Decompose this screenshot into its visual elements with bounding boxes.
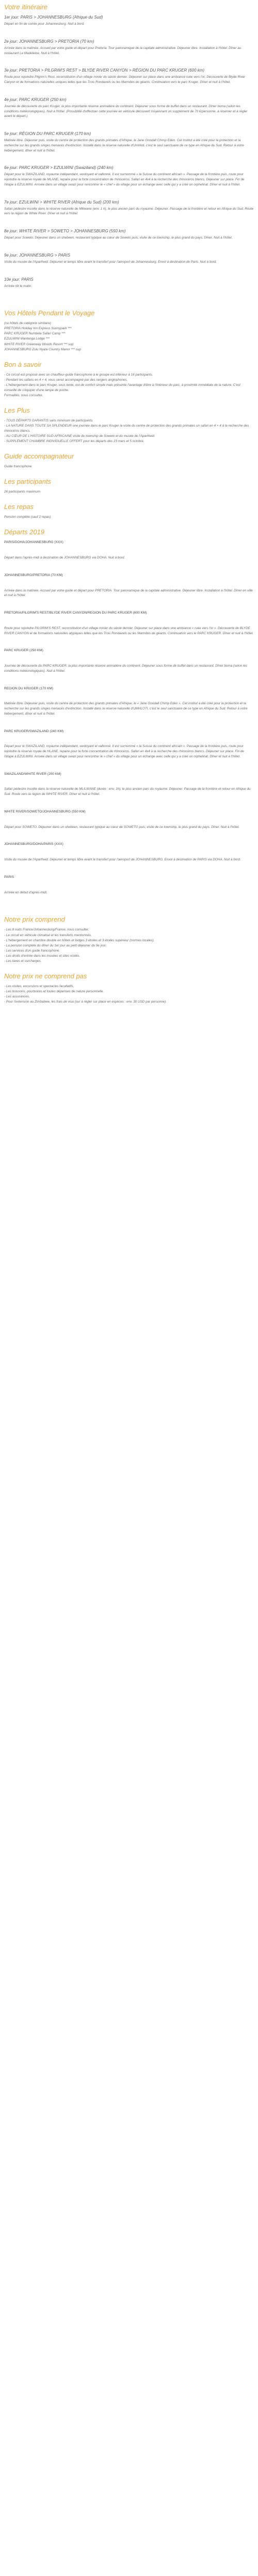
route-step-title: JOHANNESBURG/PRETORIA (70 KM) (4, 573, 63, 577)
day-text: Route pour rejoindre Pilgrim's Rest, reconstitution d'un village minier du siècle dernier. Déjeuner sur place dans une ambiance ruée vers l'or. Découverte de Blyde River Canyon et de formations naturelles uniques telles que les Trois Rondavels ou les Marmites de géants. Continuation vers le parc Kruger. Dîner et nuit à l'hôtel. (4, 75, 246, 84)
day-text: Départ en fin de soirée pour Johannesburg. Nuit à bord. (4, 22, 85, 26)
comprend-item: - Les taxes et surcharges. (4, 959, 42, 963)
itinerary-days (4, 15, 254, 301)
day-spacer (4, 291, 254, 301)
les-plus-item: - AU CŒUR DE L'HISTOIRE SUD-AFRICAINE visite du township de Soweto et du musée de l'Apartheid. (4, 434, 155, 438)
guide-title: Guide accompagnateur (4, 452, 74, 461)
route-gap (4, 776, 254, 787)
participants-text: 26 participants maximum (4, 490, 40, 494)
day-block (4, 253, 254, 277)
ne-comprend-pas-title: Notre prix ne comprend pas (4, 972, 87, 980)
day-spacer (4, 190, 254, 200)
comprend-title: Notre prix comprend (4, 916, 65, 924)
route-step-text: Route pour rejoindre PILGRIM'S REST, reconstitution d'un village minier du siècle dernier. Déjeuner sur place dans une ambiance « ruée vers l'or ». Découverte de BLYDE RIVER CANYON et de formations naturelles atypiques telles que les Trois Rondavels ou les Marmites de géants. Continuation vers le PARC KRUGER. Dîner et nuit à l'hôtel. (4, 626, 253, 635)
les-plus-item: - TOUS DÉPARTS GARANTIS sans minimum de participants. (4, 418, 93, 422)
hotels-intro: (ou hôtels de catégorie similaire) (4, 321, 51, 326)
route-step-text: Matinée libre. Déjeuner puis, visite du centre de protection des grands primates d'Afrique, le « Jane Goodall Chimp Eden ». Cet institut a été créé pour la protection et la recherche sur les grands singes menacés d'extinction. Installé dans la réserve naturelle d'UMHLOTI, c'est le seul sanctuaire de ce type en Afrique du Sud. Retour à votre hébergement, dîner et nuit à l'hôtel. (4, 702, 248, 716)
route-step-text: Arrivée dans la matinée. Accueil par votre guide et départ pour PRETORIA. Tour panoramique de la capitale administrative. Déjeuner libre. Installation à l'hôtel. Dîner en ville et nuit à l'hôtel. (4, 588, 253, 598)
route-spacer (4, 865, 254, 875)
les-plus-title: Les Plus (4, 406, 30, 414)
comprend-item: - Les droits d'entrée dans les musées et sites visités. (4, 954, 80, 958)
day-spacer (4, 87, 254, 97)
day-text: Départ pour le SWAZILAND, royaume indépendant, verdoyant et vallonné. Il est surnommé « la Suisse du continent africain ». Passage de la frontière puis, route pour rejoindre la réserve royale de MLANE, repaire pour la forte concentration de rhinocéros. Safari en 4x4 à la recherche des rhinocéros blancs. Déjeuner sur place. Fin de l'étape à EZULWINI. Arrivée dans un village swazi pour rencontrer le « chef » du village pour un échange avec celle qui y a créé un orphelinat. Dîner et nuit à l'hôtel. (4, 173, 245, 187)
day-title: 6e jour: PARC KRUGER > EZULWINI (Swaziland) (240 km) (4, 165, 114, 171)
day-block (4, 97, 254, 131)
route-step-title: PRETORIA/PILGRIM'S REST/BLYDE RIVER CANYON/REGION DU PARC KRUGER (600 KM) (4, 611, 147, 615)
route-spacer (4, 600, 254, 611)
route-spacer (4, 761, 254, 772)
route-step-text: Journée de découverte du PARC KRUGER, la plus importante réserve animalière du continent. Déjeuner sous forme de buffet dans un restaurant. Dîner boma (selon les conditions météorologiques). Nuit à l'hôtel. (4, 664, 247, 673)
day-block (4, 200, 254, 229)
day-title: 9e jour: JOHANNESBURG > PARIS (4, 252, 71, 258)
day-text: Visite du musée de l'Apartheid. Déjeuner et temps libre avant le transfert pour l'aéroport de Johannesburg. Envol à destination de Paris. Nuit à bord. (4, 260, 217, 264)
departs-route (4, 540, 254, 907)
route-gap (4, 545, 254, 555)
day-spacer (4, 267, 254, 277)
route-step-title: JOHANNESBURG/DOHA/PARIS (XXX) (4, 842, 63, 846)
day-block (4, 229, 254, 253)
route-spacer (4, 638, 254, 648)
day-text: Journée de découverte du parc Kruger, la plus importante réserve animalière du continent. Déjeuner sous forme de buffet dans un restaurant. Dîner boma (selon les conditions météorologiques). Nuit à l'hôtel. (Possibilité d'effectuer cette journée en véhicule découvert moyennant un supplément de 70 €/personne, à réserver et à régler avant le départ.) (4, 104, 248, 118)
route-gap (4, 734, 254, 744)
route-spacer (4, 832, 254, 842)
route-step-title: PARC KRUGER/SWAZILAND (240 KM) (4, 729, 64, 733)
repas-text: Pension complète (sauf 2 repas) (4, 515, 51, 519)
hotel-item: WHITE RIVER Greenway Woods Resort *** sup (4, 342, 74, 346)
route-gap (4, 616, 254, 626)
comprend-item: - La pension complète du dîner du 1er jour au petit déjeuner du 9e jour. (4, 943, 107, 947)
route-step-title: PARIS/DOHA/JOHANNESBURG (XXX) (4, 540, 63, 545)
route-gap (4, 847, 254, 857)
route-spacer (4, 799, 254, 809)
route-step-text: Arrivée en début d'après-midi. (4, 890, 47, 894)
route-spacer (4, 676, 254, 686)
day-spacer (4, 29, 254, 39)
route-step (4, 611, 254, 648)
route-step-text: Départ pour SOWETO. Déjeuner dans un shebeen, restaurant typique au cœur de SOWETO puis, visite de ce township, le plus grand du pays. Dîner. Nuit à l'hôtel. (4, 825, 240, 829)
route-step (4, 686, 254, 729)
les-plus-item: - SUPPLÉMENT CHAMBRE INDIVIDUELLE OFFERT pour les départs des 23 mars et 5 octobre. (4, 439, 144, 444)
route-step (4, 573, 254, 611)
route-step-title: REGION DU KRUGER (170 KM) (4, 686, 53, 690)
route-step (4, 875, 254, 908)
repas-title: Les repas (4, 503, 34, 511)
ne-comprend-pas-list (4, 984, 254, 1005)
day-title: 4e jour: PARC KRUGER (250 km) (4, 97, 67, 102)
document (0, 0, 258, 1015)
route-step (4, 809, 254, 842)
day-text: Arrivée tôt le matin. (4, 284, 33, 288)
day-title: 8e jour: WHITE RIVER > SOWETO > JOHANNESBURG (550 km) (4, 229, 126, 233)
day-block (4, 39, 254, 69)
route-step (4, 648, 254, 686)
day-title: 3e jour: PRETORIA > PILGRIM'S REST > BLYDE RIVER CANYON > RÉGION DU PARC KRUGER (600 km) (4, 68, 205, 73)
route-step-title: PARIS (4, 875, 14, 879)
bon-a-savoir-item: - L'hébergement dans le parc Kruger, sous tente, est de confort simple mais présente l'avantage d'être à l'intérieur du parc, à proximité immédiate de la nature. C'est conseillé de s'équiper d'une lampe de poche. (4, 383, 240, 392)
route-step (4, 772, 254, 809)
route-step-title: WHITE RIVER/SOWETO/JOHANNESBURG (550 KM) (4, 809, 86, 814)
day-block (4, 15, 254, 39)
day-spacer (4, 155, 254, 165)
day-title: 7e jour: EZULWINI > WHITE RIVER (Afrique du Sud) (200 km) (4, 199, 119, 205)
route-step-title: PARC KRUGER (250 KM) (4, 649, 43, 653)
day-spacer (4, 218, 254, 229)
comprend-item: - L'hébergement en chambre double en hôtels et lodges 3 étoiles et 3 étoiles supérieur (normes locales). (4, 938, 155, 942)
day-block (4, 131, 254, 165)
route-gap (4, 653, 254, 664)
hotel-item: JOHANNESBURG Zulu Nyala Country Manor *** sup (4, 347, 81, 351)
hotel-item: PRETORIA Holiday Inn Express Sunnypark *** (4, 327, 72, 331)
route-spacer (4, 719, 254, 729)
bon-a-savoir-item: - Pendant les safaris en 4 × 4, vous serez accompagné par des rangers anglophones. (4, 378, 128, 382)
day-spacer (4, 121, 254, 131)
day-block (4, 277, 254, 301)
guide-text: Guide francophone (4, 465, 32, 469)
route-step (4, 540, 254, 573)
ne-comprend-pas-item: - Les boissons, pourboires et toutes dépenses de nature personnelle. (4, 989, 104, 993)
route-gap (4, 578, 254, 588)
route-spacer (4, 897, 254, 907)
bon-a-savoir-list (4, 372, 254, 398)
route-gap (4, 880, 254, 890)
day-block (4, 165, 254, 199)
day-title: 10e jour: PARIS (4, 277, 34, 282)
ne-comprend-pas-item: - Les visites, excursions et spectacles facultatifs. (4, 984, 74, 988)
route-step-text: Safari pédestre insolite dans la réserve naturelle de MLILWANE (durée : env. 1h), le plus ancien parc du royaume. Déjeuner. Passage de la frontière et retour en Afrique du Sud. Route vers la région de WHITE RIVER. Dîner et nuit à l'hôtel. (4, 787, 251, 796)
departs-title: Départs 2019 (4, 528, 45, 536)
les-plus-item: - LA NATURE DANS TOUTE SA SPLENDEUR une journée dans le parc Kruger la visite du centre de protection des grands primates un safari en 4 × 4 à la recherche des rhinocéros blancs. (4, 424, 249, 433)
comprend-item: - Les 8 nuits France/Johannesburg/France, nous consulter. (4, 928, 89, 932)
bon-a-savoir-title: Bon à savoir (4, 360, 42, 368)
ne-comprend-pas-item: - Les assurances. (4, 995, 30, 998)
route-step-title: SWAZILAND/WHITE RIVER (200 KM) (4, 772, 61, 776)
day-text: Départ pour Soweto. Déjeuner dans un shebeen, restaurant typique au cœur de Soweto puis, visite de ce township, le plus grand du pays. Dîner. Nuit à l'hôtel. (4, 236, 233, 240)
comprend-item: - Les services d'un guide francophone. (4, 948, 60, 953)
day-title: 2e jour: JOHANNESBURG > PRETORIA (70 km) (4, 39, 94, 44)
route-spacer (4, 563, 254, 573)
day-text: Safari pédestre insolite dans la réserve naturelle de Mlilwane (env. 1 h), le plus ancien parc du royaume. Déjeuner. Passage de la frontière et retour en Afrique du Sud. Route vers la région de White River. Dîner et nuit à l'hôtel. (4, 207, 254, 216)
hotel-item: PARC KRUGER Numbela Safari Camp *** (4, 332, 66, 336)
route-step (4, 842, 254, 875)
comprend-list (4, 927, 254, 963)
ne-comprend-pas-item: - Pour l'extension au Zimbabwe, les frais de visa (sur à régler sur place en espèces : env. 30 USD par personne). (4, 1000, 167, 1004)
bon-a-savoir-item: Formalités, nous consulter. (4, 393, 43, 397)
day-spacer (4, 58, 254, 68)
route-gap (4, 815, 254, 825)
day-title: 5e jour: RÉGION DU PARC KRUGER (170 km) (4, 131, 91, 136)
day-title: 1er jour: PARIS > JOHANNESBURG (Afrique du Sud) (4, 15, 103, 20)
hotels-title: Vos Hôtels Pendant le Voyage (4, 309, 95, 317)
itinerary-title: Votre itinéraire (4, 3, 48, 11)
participants-title: Les participants (4, 478, 52, 486)
hotels-list (4, 326, 254, 352)
day-block (4, 68, 254, 97)
day-text: Arrivée dans la matinée. Accueil par votre guide et départ pour Pretoria. Tour panoramique de la capitale administrative. Déjeuner libre. Installation à l'hôtel. Dîner au restaurant Le Madeleine. Nuit à l'hôtel. (4, 46, 241, 55)
comprend-item: - Le circuit en véhicule climatisé et les transferts mentionnés. (4, 933, 92, 937)
day-spacer (4, 243, 254, 253)
route-step-text: Départ pour le SWAZILAND, royaume indépendant, verdoyant et vallonné. Il est surnommé « la Suisse du continent africain ». Passage de la frontière puis, route pour rejoindre la réserve royale de HLANE, repaire pour la forte concentration de rhinocéros. Safari en 4x4 à la recherche des rhinocéros blancs. Déjeuner sur place. Fin de l'étape à EZULWINI. Arrivée dans un village swazi pour rencontrer le « chef » du village pour un échange avec celle qui y a créé un orphelinat. Dîner et nuit à l'hôtel. (4, 744, 244, 758)
hotel-item: EZULWINI Mantenga Lodge *** (4, 337, 50, 341)
les-plus-list (4, 418, 254, 444)
route-gap (4, 691, 254, 701)
route-step (4, 729, 254, 772)
route-step-text: Visite du musée de l'Apartheid. Déjeuner et temps libre avant le transfert pour l'aéroport de JOHANNESBURG. Envol à destination de PARIS via DOHA. Nuit à bord. (4, 858, 241, 862)
bon-a-savoir-item: - Ce circuit est proposé avec un chauffeur-guide francophone à le groupe est inférieur à 16 participants. (4, 372, 153, 377)
day-text: Matinée libre. Déjeuner puis, visite du centre de protection des grands primates d'Afrique, le Jane Goodall Chimp Eden. Cet institut a été créé pour la protection et la recherche sur les grands singes menacés d'extinction. Installé dans la réserve naturelle d'Umhloti, c'est le seul sanctuaire de ce type en Afrique du Sud. Retour à votre hébergement, dîner et nuit à l'hôtel. (4, 139, 244, 152)
route-step-text: Départ dans l'après-midi à destination de JOHANNESBURG via DOHA. Nuit à bord. (4, 556, 125, 560)
